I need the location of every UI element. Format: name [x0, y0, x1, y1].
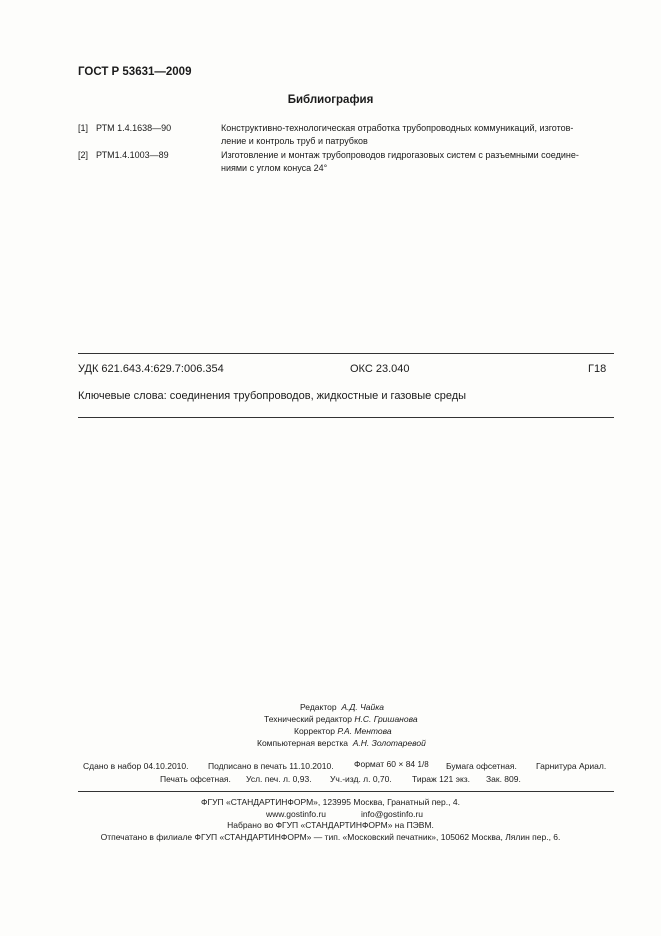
print-sent: Сдано в набор 04.10.2010.: [83, 761, 189, 771]
format-fraction-num: 1: [417, 759, 422, 769]
bib-entry-line: ление и контроль труб и патрубков: [221, 135, 368, 146]
bib-entry-description: [221, 122, 617, 147]
print-sheets: Усл. печ. л. 0,93.: [246, 774, 312, 784]
print-pub-sheets: Уч.-изд. л. 0,70.: [330, 774, 392, 784]
bib-entry-number: [1]: [78, 123, 89, 133]
publisher-typeset: Набрано во ФГУП «СТАНДАРТИНФОРМ» на ПЭВМ.: [227, 820, 434, 830]
bib-entry-line: Конструктивно-технологическая отработка трубопроводных коммуникаций, изготов-: [221, 123, 574, 133]
print-copies: Тираж 121 экз.: [412, 774, 471, 784]
publisher-rule: [78, 791, 614, 792]
print-paper: Бумага офсетная.: [446, 761, 517, 771]
credit-name: А.Н. Золотаревой: [352, 738, 426, 748]
publisher-email: info@gostinfo.ru: [361, 809, 424, 819]
top-rule: [78, 353, 614, 354]
publisher-address: ФГУП «СТАНДАРТИНФОРМ», 123995 Москва, Гранатный пер., 4.: [201, 797, 460, 807]
credit-tech-editor: [264, 714, 418, 724]
udk-code: УДК 621.643.4:629.7:006.354: [78, 363, 224, 375]
bib-entry-line: Изготовление и монтаж трубопроводов гидрогазовых систем с разъемными соедине-: [221, 150, 579, 160]
bottom-rule: [78, 417, 614, 418]
bibliography-title: Библиография: [287, 94, 374, 106]
credit-editor: [300, 702, 384, 712]
bib-entry-code: РТМ1.4.1003—89: [96, 150, 169, 160]
document-code: ГОСТ Р 53631—2009: [78, 66, 192, 78]
credit-name: Р.А. Ментова: [337, 726, 392, 736]
keywords: Ключевые слова: соединения трубопроводов, жидкостные и газовые среды: [78, 390, 467, 402]
format-label: Формат 60 × 84: [354, 759, 416, 769]
credit-label: Технический редактор: [264, 714, 352, 724]
print-format: [354, 759, 429, 769]
group-code: Г18: [588, 363, 607, 375]
credit-name: Н.С. Гришанова: [354, 714, 418, 724]
print-signed: Подписано в печать 11.10.2010.: [208, 761, 334, 771]
print-order: Зак. 809.: [486, 774, 521, 784]
print-type: Печать офсетная.: [160, 774, 231, 784]
credit-label: Корректор: [294, 726, 335, 736]
credit-label: Компьютерная верстка: [257, 738, 349, 748]
publisher-printed: Отпечатано в филиале ФГУП «СТАНДАРТИНФОРМ» — тип. «Московский печатник», 105062 Москва, Лялин пер., 6.: [100, 832, 561, 842]
credit-corrector: [294, 726, 392, 736]
print-font: Гарнитура Ариал.: [536, 761, 607, 771]
bib-entry-number: [2]: [78, 150, 89, 160]
credit-name: А.Д. Чайка: [341, 702, 384, 712]
credit-label: Редактор: [300, 702, 337, 712]
bib-entry-code: РТМ 1.4.1638—90: [96, 123, 172, 133]
credit-layout: [257, 738, 426, 748]
bib-entry-description: [221, 149, 617, 174]
publisher-site: www.gostinfo.ru: [266, 809, 326, 819]
bib-entry-line: ниями с углом конуса 24°: [221, 162, 328, 173]
format-fraction-den: 8: [424, 759, 429, 769]
format-fraction: 1/8: [417, 759, 429, 769]
oks-code: ОКС 23.040: [350, 363, 410, 375]
